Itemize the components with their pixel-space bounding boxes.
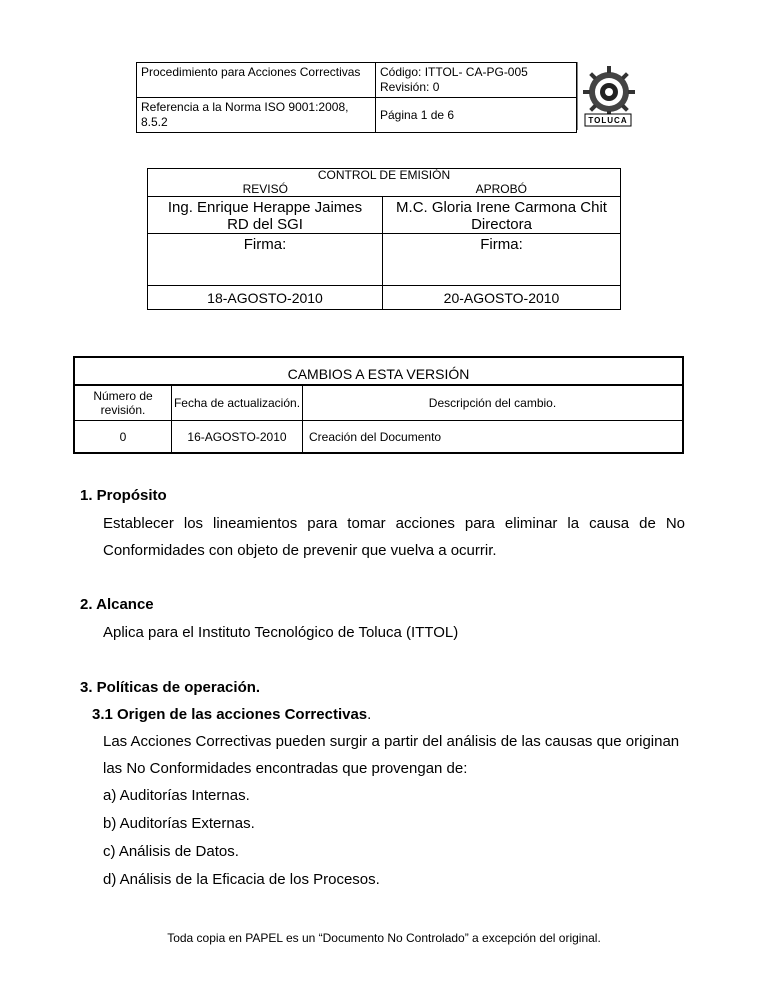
section-1-line2: Conformidades con objeto de prevenir que vuelva a ocurrir. xyxy=(103,542,497,559)
cambios-title: CAMBIOS A ESTA VERSIÓN xyxy=(74,357,683,385)
col-numero: Número de revisión. xyxy=(74,385,172,421)
list-item: b) Auditorías Externas. xyxy=(103,815,255,832)
reviso-role: RD del SGI xyxy=(227,216,303,233)
section-3-1-line1: Las Acciones Correctivas pueden surgir a partir del análisis de las causas que originan xyxy=(103,733,680,750)
aprobo-firma-label: Firma: xyxy=(480,236,523,253)
code-revision-cell xyxy=(376,63,577,98)
cambios-table xyxy=(73,356,684,454)
list-item: a) Auditorías Internas. xyxy=(103,787,250,804)
aprobo-label: APROBÓ xyxy=(383,183,621,197)
section-3-1-title-text: 3.1 Origen de las acciones Correctivas xyxy=(92,706,368,723)
section-3-title: 3. Políticas de operación. xyxy=(80,679,261,696)
control-title: CONTROL DE EMISIÓN xyxy=(148,169,621,183)
aprobo-name: M.C. Gloria Irene Carmona Chit xyxy=(396,199,607,216)
document-header xyxy=(136,62,577,133)
aprobo-signature xyxy=(383,234,621,286)
col-descripcion: Descripción del cambio. xyxy=(303,385,684,421)
section-3-1-line2: las No Conformidades encontradas que provengan de: xyxy=(103,760,468,777)
row-descripcion: Creación del Documento xyxy=(303,421,684,453)
logo-text: TOLUCA xyxy=(588,116,628,125)
control-emision-table xyxy=(147,168,621,310)
aprobo-role: Directora xyxy=(471,216,532,233)
iso-reference-line2: 8.5.2 xyxy=(141,115,168,129)
col-fecha: Fecha de actualización. xyxy=(172,385,303,421)
list-item: d) Análisis de la Eficacia de los Procesos. xyxy=(103,871,380,888)
iso-reference-line1: Referencia a la Norma ISO 9001:2008, xyxy=(141,100,349,114)
reviso-signature xyxy=(148,234,383,286)
row-numero: 0 xyxy=(74,421,172,453)
reviso-label: REVISÓ xyxy=(148,183,383,197)
reviso-person xyxy=(148,197,383,234)
document-revision: Revisión: 0 xyxy=(380,80,440,94)
reviso-date: 18-AGOSTO-2010 xyxy=(148,286,383,310)
aprobo-date: 20-AGOSTO-2010 xyxy=(383,286,621,310)
section-1-title: 1. Propósito xyxy=(80,487,167,504)
section-2-title: 2. Alcance xyxy=(80,596,154,613)
procedure-title: Procedimiento para Acciones Correctivas xyxy=(137,63,376,98)
reviso-firma-label: Firma: xyxy=(243,236,287,253)
list-item: c) Análisis de Datos. xyxy=(103,843,239,860)
iso-reference xyxy=(137,98,376,133)
page-number: Página 1 de 6 xyxy=(376,98,577,133)
section-1-line1: Establecer los lineamientos para tomar acciones para eliminar la causa de No xyxy=(103,515,685,532)
footer-note: Toda copia en PAPEL es un “Documento No Controlado” a excepción del original. xyxy=(167,931,601,945)
section-3-1-title: 3.1 Origen de las acciones Correctivas. xyxy=(92,706,372,723)
document-code: Código: ITTOL- CA-PG-005 xyxy=(380,65,528,79)
ittol-logo xyxy=(577,62,635,130)
row-fecha: 16-AGOSTO-2010 xyxy=(172,421,303,453)
aprobo-person xyxy=(383,197,621,234)
reviso-name: Ing. Enrique Herappe Jaimes xyxy=(167,199,363,216)
section-2-text: Aplica para el Instituto Tecnológico de Toluca (ITTOL) xyxy=(103,624,459,641)
